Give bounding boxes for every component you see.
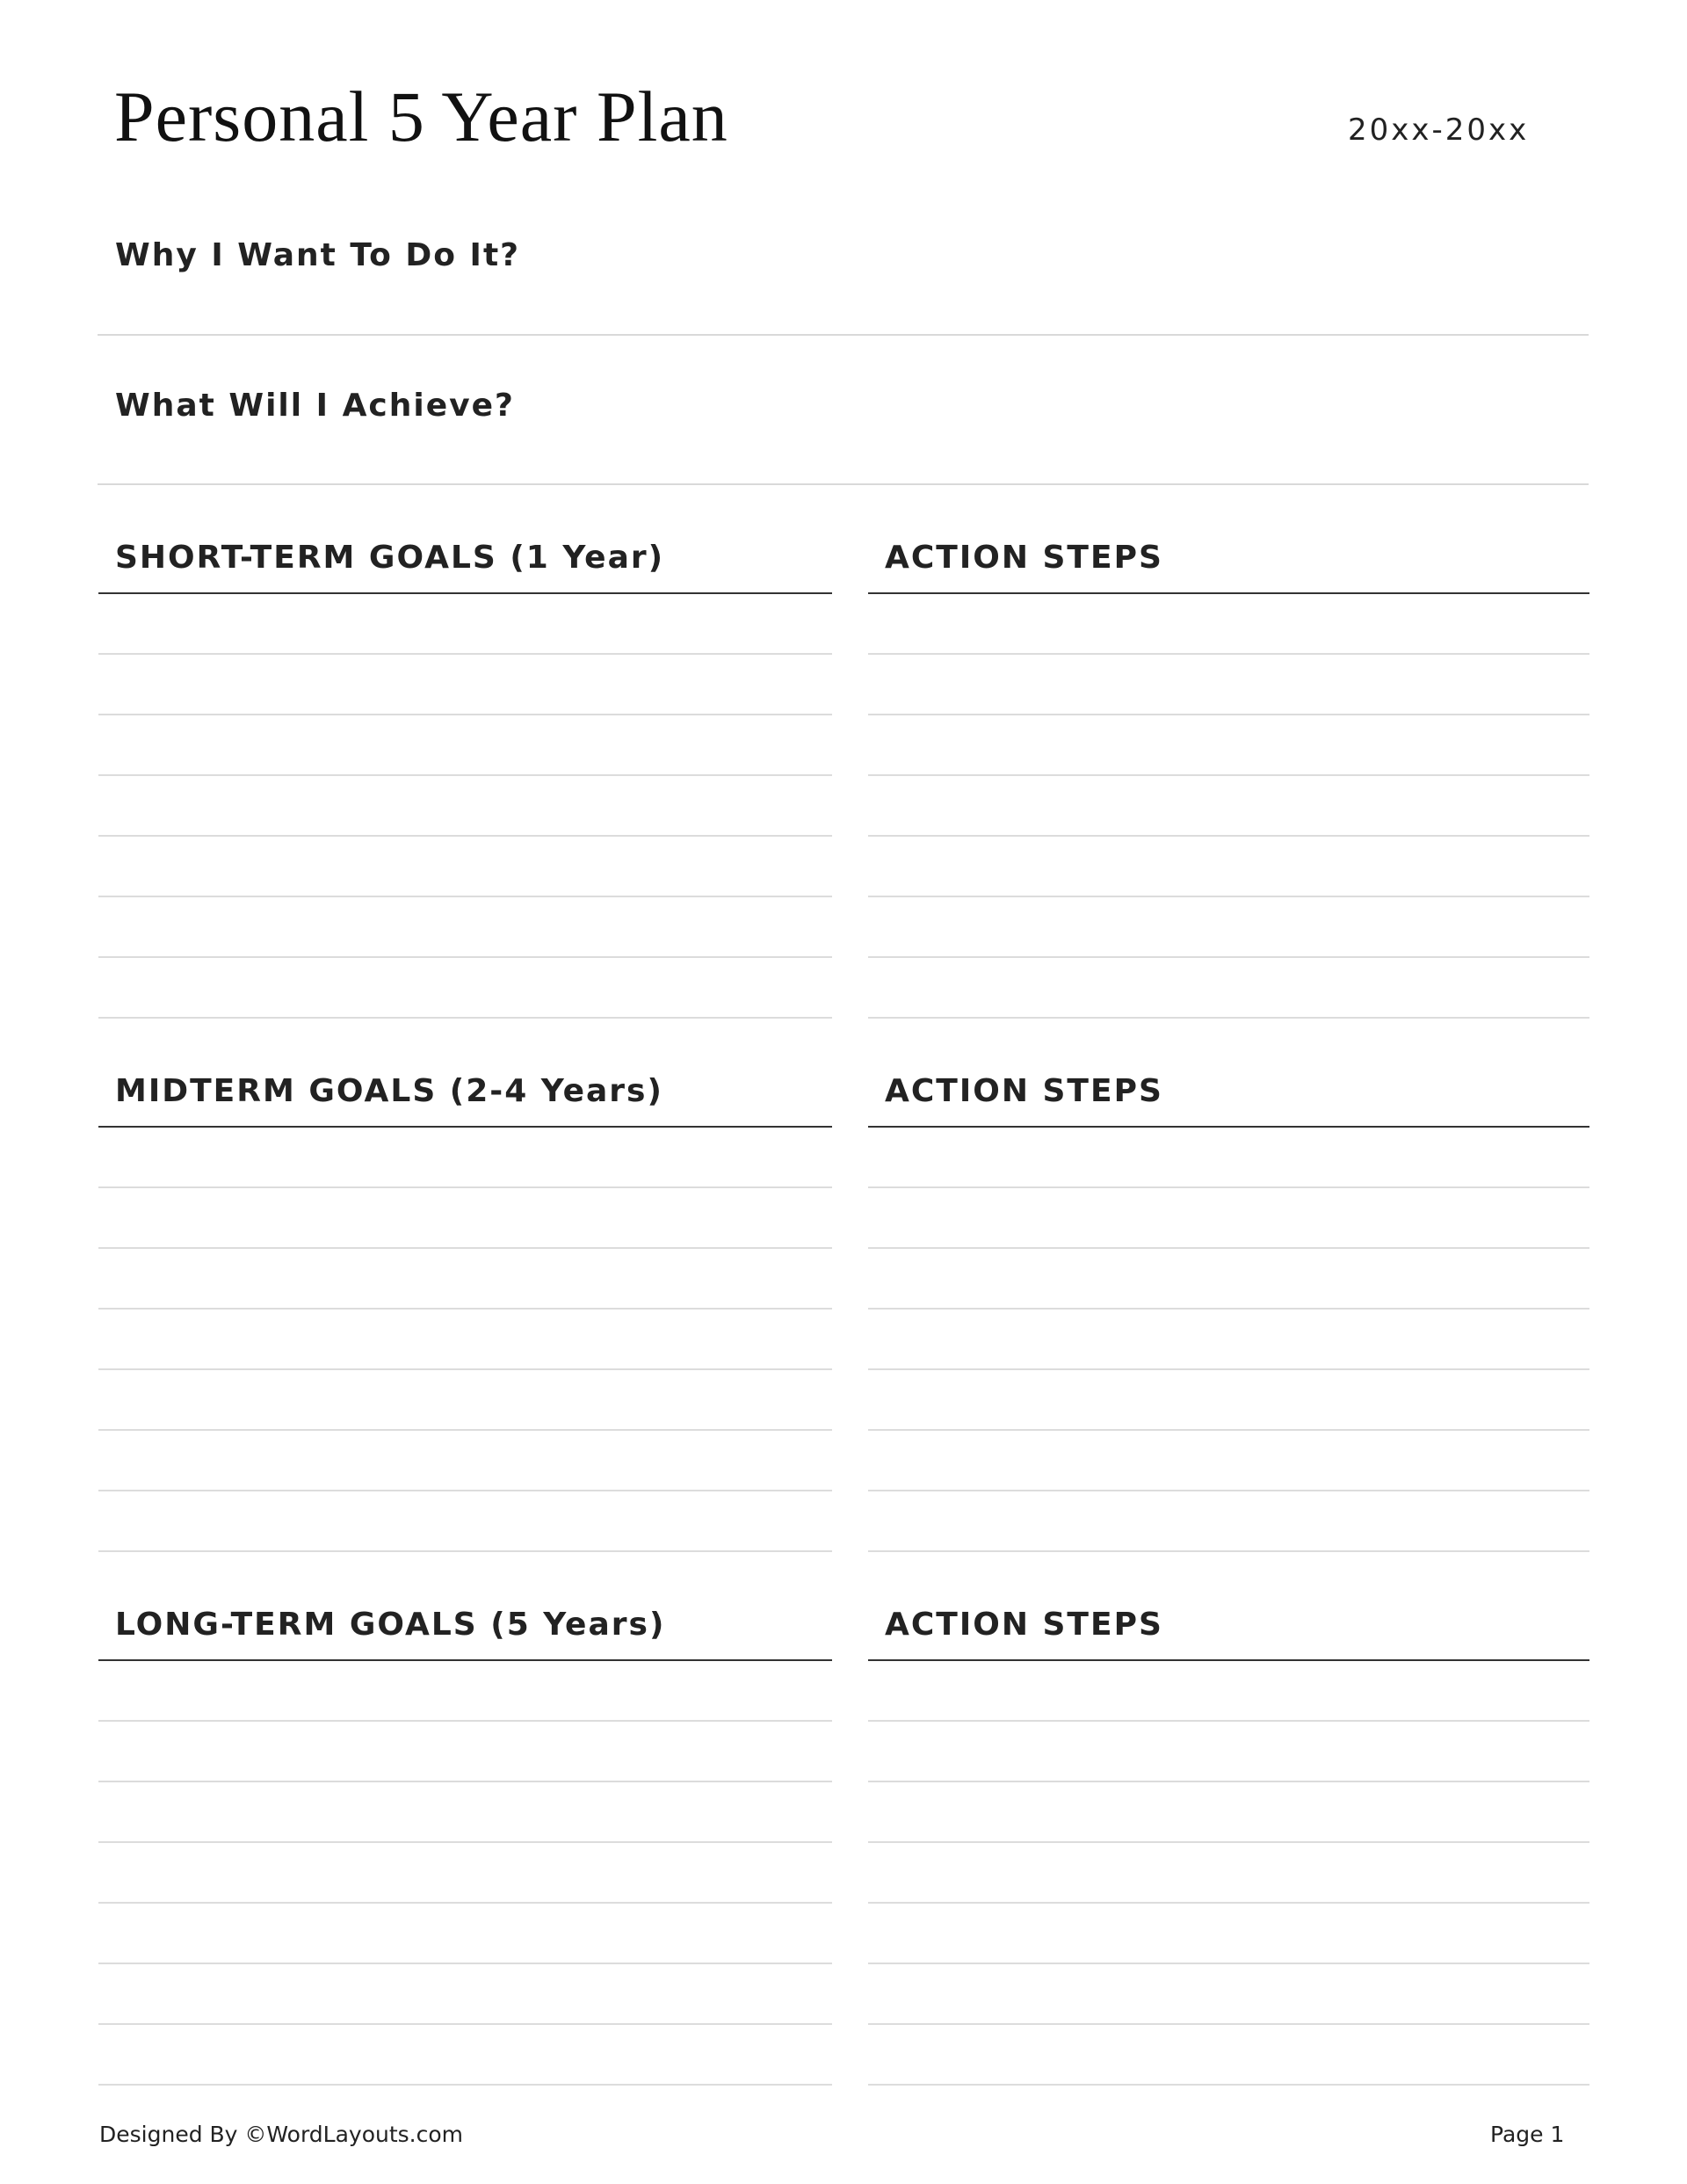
why-question: Why I Want To Do It? xyxy=(115,237,521,273)
writing-line[interactable] xyxy=(868,837,1589,897)
action-steps-heading: ACTION STEPS xyxy=(885,540,1163,576)
long-term-steps-column xyxy=(868,1598,1589,2086)
writing-line[interactable] xyxy=(868,1722,1589,1782)
writing-line[interactable] xyxy=(868,715,1589,776)
midterm-section xyxy=(0,1064,1687,1592)
long-term-section xyxy=(0,1598,1687,2125)
section-header xyxy=(98,531,832,594)
what-answer-line[interactable] xyxy=(98,483,1589,485)
plan-years: 20xx-20xx xyxy=(1348,112,1530,148)
why-answer-line[interactable] xyxy=(98,334,1589,336)
writing-line[interactable] xyxy=(98,776,832,837)
writing-line[interactable] xyxy=(868,1661,1589,1722)
writing-line[interactable] xyxy=(868,1431,1589,1491)
writing-line[interactable] xyxy=(98,1843,832,1904)
writing-line[interactable] xyxy=(98,2025,832,2086)
writing-line[interactable] xyxy=(868,958,1589,1019)
writing-line[interactable] xyxy=(868,1249,1589,1310)
short-term-steps-column xyxy=(868,531,1589,1019)
section-header xyxy=(98,1598,832,1661)
writing-line[interactable] xyxy=(868,1188,1589,1249)
writing-line[interactable] xyxy=(868,1843,1589,1904)
writing-line[interactable] xyxy=(868,1491,1589,1552)
long-term-goals-column xyxy=(98,1598,832,2086)
writing-line[interactable] xyxy=(98,1310,832,1370)
page-title: Personal 5 Year Plan xyxy=(114,76,728,156)
long-term-goals-heading: LONG-TERM GOALS (5 Years) xyxy=(115,1607,666,1643)
writing-line[interactable] xyxy=(868,1964,1589,2025)
section-header xyxy=(868,1064,1589,1128)
writing-line[interactable] xyxy=(98,655,832,715)
writing-line[interactable] xyxy=(98,1782,832,1843)
writing-line[interactable] xyxy=(98,1661,832,1722)
action-steps-heading: ACTION STEPS xyxy=(885,1073,1163,1109)
short-term-section xyxy=(0,531,1687,1058)
writing-line[interactable] xyxy=(98,1128,832,1188)
writing-line[interactable] xyxy=(98,715,832,776)
what-question: What Will I Achieve? xyxy=(115,388,515,424)
action-steps-heading: ACTION STEPS xyxy=(885,1607,1163,1643)
page-number: Page 1 xyxy=(1490,2122,1565,2147)
midterm-goals-column xyxy=(98,1064,832,1552)
writing-line[interactable] xyxy=(868,1310,1589,1370)
writing-line[interactable] xyxy=(98,1904,832,1964)
midterm-steps-column xyxy=(868,1064,1589,1552)
writing-line[interactable] xyxy=(868,1370,1589,1431)
writing-line[interactable] xyxy=(98,594,832,655)
writing-line[interactable] xyxy=(98,1964,832,2025)
writing-line[interactable] xyxy=(98,1491,832,1552)
writing-line[interactable] xyxy=(868,1904,1589,1964)
writing-line[interactable] xyxy=(868,897,1589,958)
section-header xyxy=(98,1064,832,1128)
writing-line[interactable] xyxy=(98,837,832,897)
writing-line[interactable] xyxy=(98,1188,832,1249)
writing-line[interactable] xyxy=(98,1249,832,1310)
writing-line[interactable] xyxy=(98,1722,832,1782)
writing-line[interactable] xyxy=(98,897,832,958)
writing-line[interactable] xyxy=(868,1128,1589,1188)
writing-line[interactable] xyxy=(868,2025,1589,2086)
midterm-goals-heading: MIDTERM GOALS (2-4 Years) xyxy=(115,1073,663,1109)
writing-line[interactable] xyxy=(868,655,1589,715)
writing-line[interactable] xyxy=(868,594,1589,655)
short-term-goals-heading: SHORT-TERM GOALS (1 Year) xyxy=(115,540,665,576)
section-header xyxy=(868,1598,1589,1661)
writing-line[interactable] xyxy=(868,776,1589,837)
writing-line[interactable] xyxy=(98,1431,832,1491)
section-header xyxy=(868,531,1589,594)
writing-line[interactable] xyxy=(98,1370,832,1431)
writing-line[interactable] xyxy=(868,1782,1589,1843)
writing-line[interactable] xyxy=(98,958,832,1019)
short-term-goals-column xyxy=(98,531,832,1019)
footer-credit: Designed By ©WordLayouts.com xyxy=(99,2122,464,2147)
